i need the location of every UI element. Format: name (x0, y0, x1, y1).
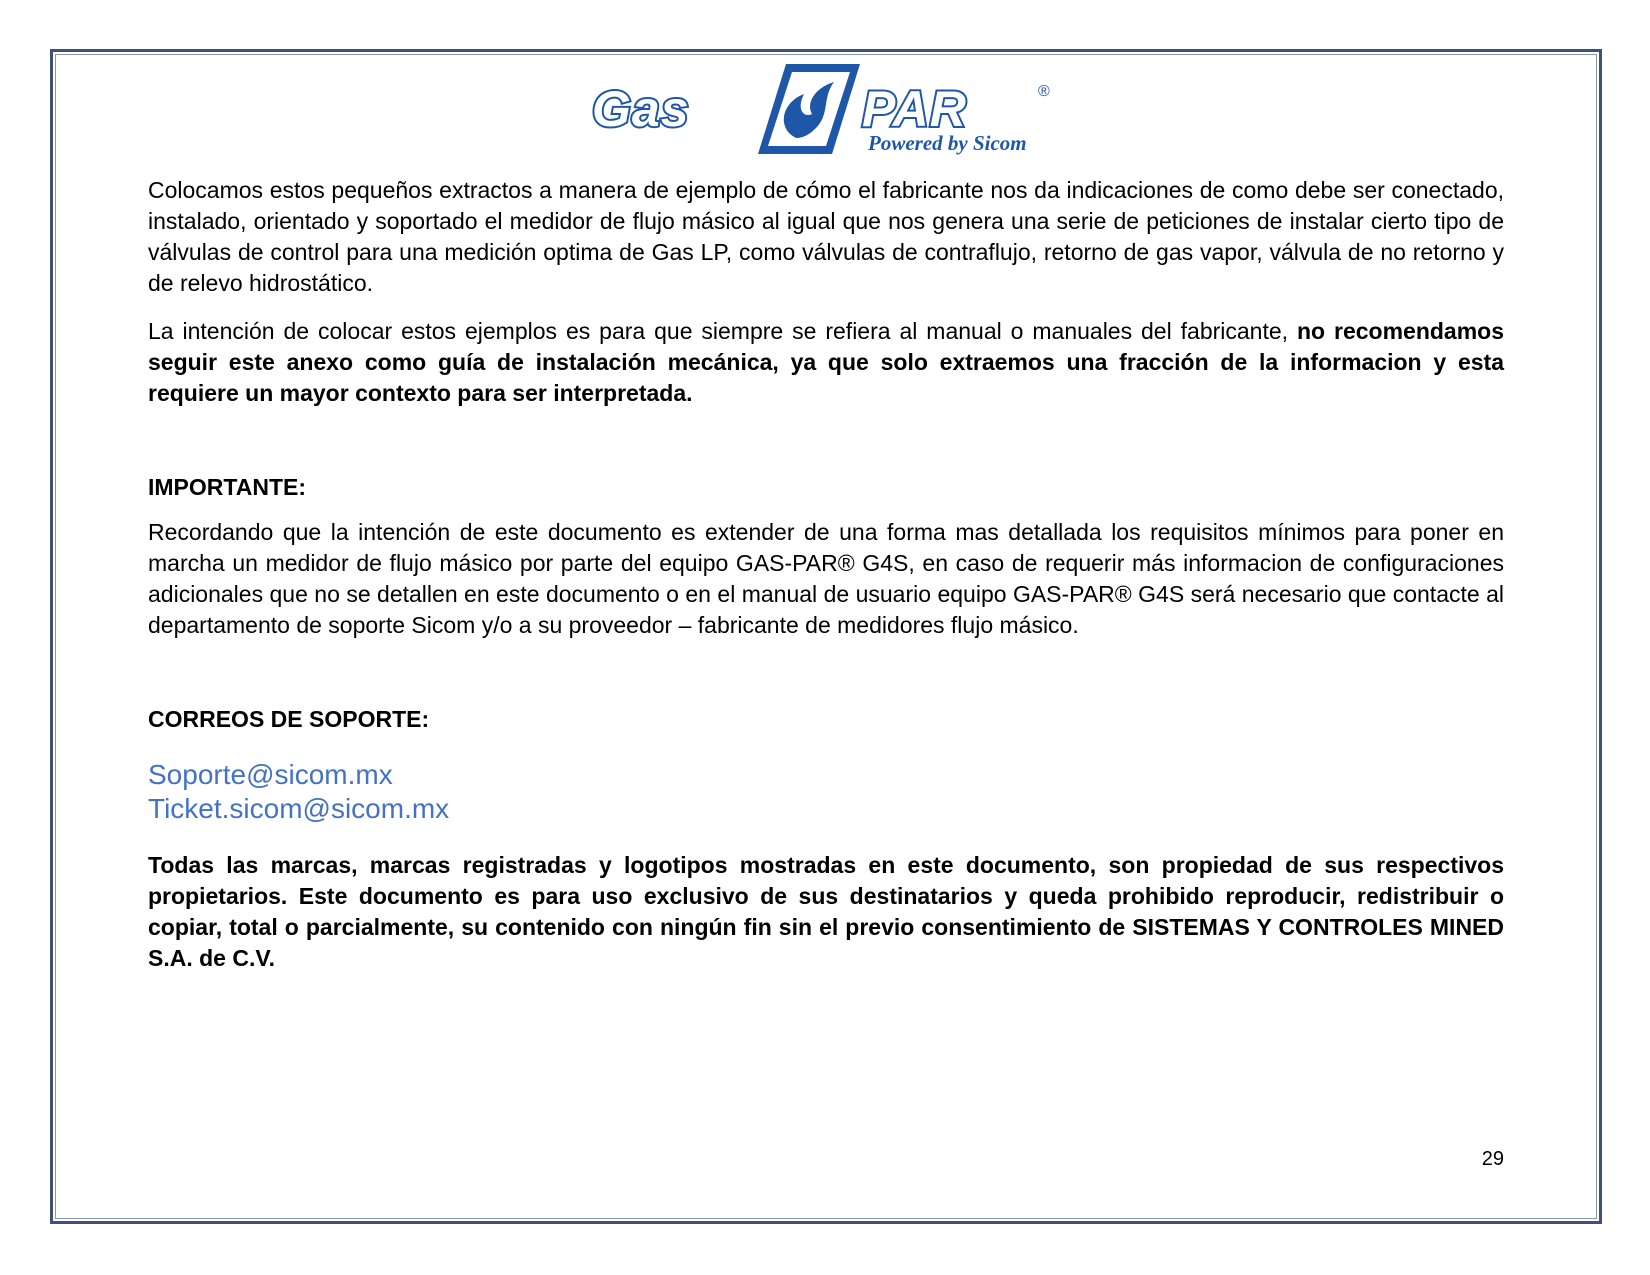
intro-paragraph-2-bold: no recomendamos seguir este anexo como guía de instalación mecánica, ya que solo extraemos una fracción de la informacion y esta requiere un mayor contexto para ser interpretada. (148, 318, 1504, 406)
support-email-link[interactable]: Soporte@sicom.mx (148, 759, 393, 790)
intro-paragraph-1: Colocamos estos pequeños extractos a manera de ejemplo de cómo el fabricante nos da indicaciones de como debe ser conectado, instalado, orientado y soportado el medidor de flujo másico al igual que nos genera una serie de peticiones de instalar cierto tipo de válvulas de control para una medición optima de Gas LP, como válvulas de contraflujo, retorno de gas vapor, válvula de no retorno y de relevo hidrostático. (148, 177, 1504, 296)
logo-text-gas: Gas (592, 81, 690, 137)
flame-icon (758, 64, 860, 154)
important-paragraph: Recordando que la intención de este documento es extender de una forma mas detallada los requisitos mínimos para poner en marcha un medidor de flujo másico por parte del equipo GAS-PAR® G4S, en caso de requerir más informacion de configuraciones adicionales que no se detallen en este documento o en el manual de usuario equipo GAS-PAR® G4S será necesario que contacte al departamento de soporte Sicom y/o a su proveedor – fabricante de medidores flujo másico. (148, 519, 1504, 638)
logo-tagline: Powered by Sicom (868, 131, 1027, 155)
disclaimer-paragraph: Todas las marcas, marcas registradas y logotipos mostradas en este documento, son propiedad de sus respectivos propietarios. Este documento es para uso exclusivo de sus destinatarios y queda prohibido reproducir, redistribuir o copiar, total o parcialmente, su contenido con ningún fin sin el previo consentimiento de SISTEMAS Y CONTROLES MINED S.A. de C.V. (148, 852, 1504, 971)
ticket-email-link[interactable]: Ticket.sicom@sicom.mx (148, 793, 450, 824)
support-heading: CORREOS DE SOPORTE: (148, 706, 430, 732)
important-heading: IMPORTANTE: (148, 474, 307, 500)
intro-paragraph-2-text: La intención de colocar estos ejemplos es para que siempre se refiera al manual o manuales del fabricante, (148, 318, 1297, 344)
registered-mark: ® (1038, 83, 1050, 100)
page-number: 29 (1481, 1148, 1504, 1170)
gaspar-logo (590, 58, 1062, 158)
page-content (148, 175, 1504, 974)
intro-paragraph-2 (148, 316, 1504, 409)
logo-text-par: PAR (862, 81, 967, 137)
